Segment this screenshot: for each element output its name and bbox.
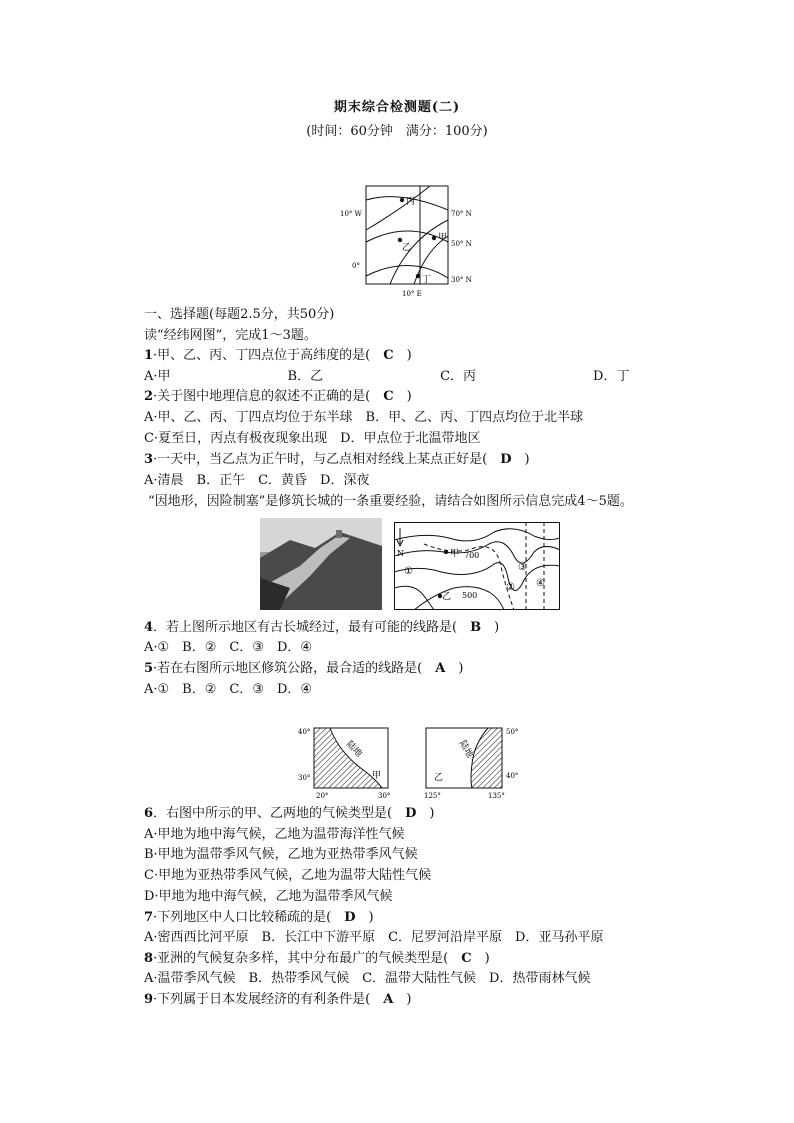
question-stem bbox=[144, 388, 412, 406]
point-label: 丁 bbox=[422, 275, 432, 285]
map-land-label: 陆地 bbox=[456, 739, 475, 760]
lat-label: 30° bbox=[298, 774, 311, 782]
bracket-close: ) bbox=[416, 806, 435, 821]
point-label: 乙 bbox=[402, 243, 412, 253]
graticule-map bbox=[330, 180, 480, 300]
question-stem bbox=[144, 619, 499, 637]
question-number: 5 bbox=[144, 661, 154, 676]
question-text bbox=[144, 867, 431, 885]
lat-label: 50° N bbox=[451, 240, 472, 248]
lon-label: 20° bbox=[316, 792, 329, 800]
lat-label: 40° bbox=[298, 728, 311, 736]
lat-label: 40° bbox=[506, 772, 519, 780]
question-number: 8 bbox=[144, 951, 154, 966]
lon-label: 10° W bbox=[340, 210, 362, 218]
bracket-close: ) bbox=[355, 910, 374, 925]
line-text: ．右图中所示的甲、乙两地的气候类型是( bbox=[153, 806, 406, 821]
line-text: A·甲 B．乙 C．丙 D．丁 bbox=[144, 369, 630, 384]
question-text bbox=[148, 493, 633, 511]
question-number: 3 bbox=[144, 452, 154, 467]
line-text: ．若上图所示地区有古长城经过，最有可能的线路是( bbox=[153, 620, 471, 635]
line-text: A·温带季风气候 B．热带季风气候 C．温带大陆性气候 D．热带雨林气候 bbox=[144, 971, 591, 986]
answer-key: A bbox=[435, 661, 446, 676]
question-number: 6 bbox=[144, 806, 154, 821]
point-label: 甲 bbox=[438, 233, 448, 243]
line-text: C·夏至日，丙点有极夜现象出现 D．甲点位于北温带地区 bbox=[144, 431, 481, 446]
line-text: B·甲地为温带季风气候，乙地为亚热带季风气候 bbox=[144, 847, 418, 862]
question-stem bbox=[144, 347, 412, 365]
route-label: ④ bbox=[536, 578, 545, 589]
question-stem bbox=[144, 805, 434, 823]
question-number: 7 bbox=[144, 910, 154, 925]
question-number: 1 bbox=[144, 348, 154, 363]
climate-map-left bbox=[296, 724, 402, 802]
line-text: ·一天中，当乙点为正午时，与乙点相对经线上某点正好是( bbox=[153, 452, 501, 467]
line-text: A·① B．② C．③ D．④ bbox=[144, 682, 313, 697]
question-stem bbox=[144, 950, 490, 968]
bracket-close: ) bbox=[511, 452, 530, 467]
question-stem bbox=[144, 451, 530, 469]
line-text: 读“经纬网图”，完成1～3题。 bbox=[144, 328, 317, 343]
question-text bbox=[144, 826, 405, 844]
lon-label: 0° bbox=[352, 262, 360, 270]
bracket-close: ) bbox=[481, 620, 500, 635]
question-stem bbox=[144, 909, 374, 927]
answer-key: A bbox=[383, 992, 394, 1007]
contour-value: 500 bbox=[462, 591, 478, 600]
line-text: ·亚洲的气候复杂多样，其中分布最广的气候类型是( bbox=[153, 951, 462, 966]
question-number: 2 bbox=[144, 389, 154, 404]
lat-label: 30° N bbox=[451, 276, 472, 284]
map-label: 乙 bbox=[442, 592, 452, 602]
bracket-close: ) bbox=[471, 951, 490, 966]
map-point-label: 乙 bbox=[434, 773, 444, 783]
question-text bbox=[144, 430, 481, 448]
question-text bbox=[144, 306, 334, 324]
line-text: ·若在右图所示地区修筑公路，最合适的线路是( bbox=[153, 661, 436, 676]
line-text: ·关于图中地理信息的叙述不正确的是( bbox=[153, 389, 384, 404]
question-text bbox=[144, 929, 603, 947]
line-text: ·甲、乙、丙、丁四点位于高纬度的是( bbox=[153, 348, 384, 363]
answer-key: B bbox=[470, 620, 482, 635]
lon-label: 30° bbox=[378, 792, 391, 800]
line-text: D·甲地为地中海气候，乙地为温带季风气候 bbox=[144, 889, 393, 904]
answer-key: C bbox=[383, 389, 394, 404]
question-number: 4 bbox=[144, 620, 154, 635]
answer-key: D bbox=[344, 910, 356, 925]
lon-label: 125° bbox=[424, 792, 441, 800]
question-stem bbox=[144, 660, 463, 678]
page-title: 期末综合检测题(二) bbox=[333, 100, 461, 115]
bracket-close: ) bbox=[393, 389, 412, 404]
question-number: 9 bbox=[144, 992, 154, 1007]
line-text: “因地形，因险制塞”是修筑长城的一条重要经验，请结合如图所示信息完成4～5题。 bbox=[148, 494, 633, 509]
line-text: C·甲地为亚热带季风气候，乙地为温带大陆性气候 bbox=[144, 868, 432, 883]
question-text bbox=[144, 846, 418, 864]
line-text: A·密西西比河平原 B．长江中下游平原 C．尼罗河沿岸平原 D．亚马孙平原 bbox=[144, 930, 604, 945]
question-text bbox=[144, 327, 317, 345]
bracket-close: ) bbox=[393, 992, 412, 1007]
bracket-close: ) bbox=[393, 348, 412, 363]
route-label: ② bbox=[506, 582, 515, 593]
question-text bbox=[144, 681, 312, 699]
north-label: N bbox=[397, 549, 404, 558]
answer-key: D bbox=[405, 806, 417, 821]
map-land-label: 陆地 bbox=[343, 739, 364, 760]
question-text bbox=[144, 639, 312, 657]
line-text: A·甲、乙、丙、丁四点均位于东半球 B．甲、乙、丙、丁四点均位于北半球 bbox=[144, 410, 584, 425]
question-text bbox=[144, 888, 393, 906]
point-label: 丙 bbox=[406, 197, 416, 207]
answer-key: D bbox=[500, 452, 512, 467]
route-label: ③ bbox=[518, 562, 527, 573]
contour-value: 700 bbox=[464, 551, 480, 560]
climate-map-right bbox=[422, 724, 528, 802]
answer-key: C bbox=[383, 348, 394, 363]
line-text: A·① B．② C．③ D．④ bbox=[144, 640, 313, 655]
map-label: 甲 bbox=[450, 549, 460, 559]
lat-label: 50° bbox=[506, 728, 519, 736]
question-text bbox=[144, 472, 369, 490]
answer-key: C bbox=[461, 951, 472, 966]
line-text: 一、选择题(每题2.5分，共50分) bbox=[144, 307, 335, 322]
question-stem bbox=[144, 991, 411, 1009]
question-text bbox=[144, 970, 590, 988]
line-text: ·下列地区中人口比较稀疏的是( bbox=[153, 910, 345, 925]
lon-label: 135° bbox=[488, 792, 505, 800]
lat-label: 70° N bbox=[451, 210, 472, 218]
question-text bbox=[144, 409, 583, 427]
lon-label: 10° E bbox=[402, 290, 422, 298]
contour-map bbox=[394, 522, 560, 610]
line-text: ·下列属于日本发展经济的有利条件是( bbox=[153, 992, 384, 1007]
map-point-label: 甲 bbox=[372, 771, 382, 781]
great-wall-photo bbox=[260, 518, 382, 610]
line-text: A·清晨 B．正午 C．黄昏 D．深夜 bbox=[144, 473, 370, 488]
route-label: ① bbox=[404, 566, 413, 577]
question-text bbox=[144, 368, 629, 386]
page-subtitle: (时间：60分钟 满分：100分) bbox=[306, 124, 488, 139]
bracket-close: ) bbox=[445, 661, 464, 676]
line-text: A·甲地为地中海气候，乙地为温带海洋性气候 bbox=[144, 827, 405, 842]
